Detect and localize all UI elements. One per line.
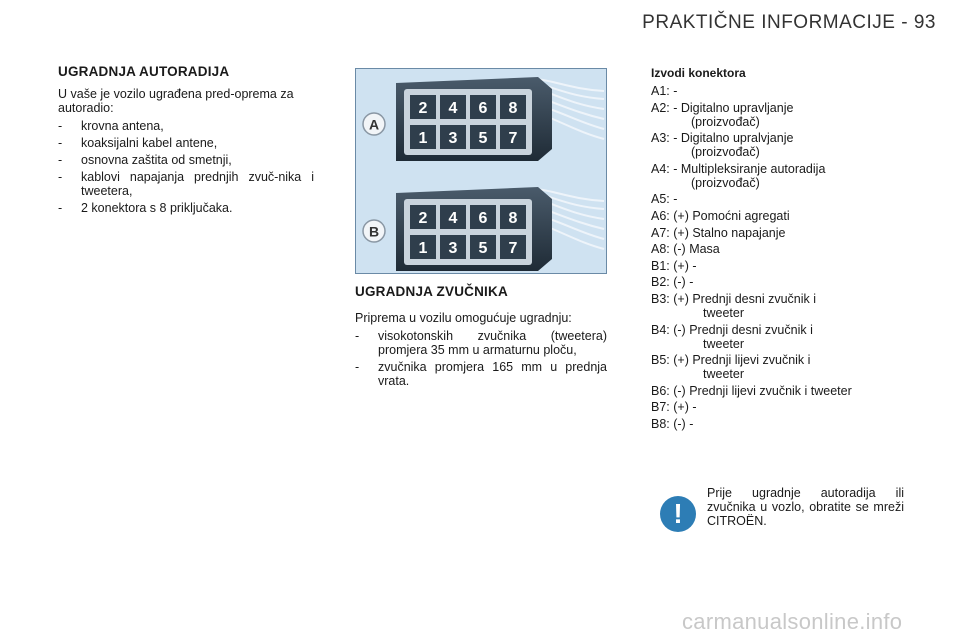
autoradio-list (58, 119, 314, 215)
pin-row (651, 259, 911, 273)
pin-list (651, 84, 911, 431)
pin-row (651, 384, 911, 398)
connector-b (363, 187, 604, 271)
pin-line: A7: (+) Stalno napajanje (651, 225, 786, 240)
connector-pinout (651, 66, 911, 434)
pin-row (651, 400, 911, 414)
pin-label: 2 (418, 100, 428, 117)
watermark: carmanualsonline.info (682, 609, 903, 634)
pin-line: A2: - Digitalno upravljanje (651, 100, 794, 115)
note-text: Prije ugradnje autoradija ili zvučnika u vozlo, obratite se mreži CITROËN. (707, 486, 904, 528)
exclamation-icon: ! (660, 496, 696, 532)
pin-line: A3: - Digitalno upralvjanje (651, 131, 794, 146)
autoradio-title: UGRADNJA AUTORADIJA (58, 64, 230, 79)
connector-a (363, 77, 604, 161)
pin-line: A6: (+) Pomoćni agregati (651, 208, 790, 223)
pin-label: 5 (478, 240, 488, 257)
pin-row (651, 209, 911, 223)
pin-row (651, 353, 911, 381)
pin-line-continuation: (proizvođač) (691, 175, 760, 190)
info-note (660, 486, 910, 538)
pin-label: 8 (508, 210, 518, 227)
zvucnika-title: UGRADNJA ZVUČNIKA (355, 284, 508, 299)
autoradio-intro: U vaše je vozilo ugrađena pred-oprema za autoradio: (58, 87, 294, 115)
pin-line: B3: (+) Prednji desni zvučnik i (651, 291, 817, 306)
pin-line: B8: (-) - (651, 416, 694, 431)
pin-line-continuation: tweeter (703, 367, 744, 382)
pin-line: B2: (-) - (651, 275, 694, 290)
pinout-title: Izvodi konektora (651, 66, 746, 80)
middle-column (355, 68, 607, 391)
pin-row (651, 292, 911, 320)
pin-row (651, 131, 911, 159)
pin-label: 4 (448, 100, 458, 117)
list-item: - kablovi napajanja prednjih zvuč-nika i tweetera, (58, 170, 314, 198)
pin-row (651, 162, 911, 190)
pin-row (651, 242, 911, 256)
pin-line-continuation: (proizvođač) (691, 114, 760, 129)
pin-line: A8: (-) Masa (651, 242, 720, 257)
page-header: PRAKTIČNE INFORMACIJE - 93 (642, 12, 936, 33)
list-item: - zvučnika promjera 165 mm u prednja vrata. (355, 360, 607, 388)
list-item: - 2 konektora s 8 priključaka. (58, 201, 233, 215)
pin-line: A5: - (651, 192, 678, 207)
pin-row (651, 323, 911, 351)
connector-a-label: A (368, 116, 380, 133)
pin-label: 4 (448, 210, 458, 227)
pin-label: 7 (508, 240, 518, 257)
pin-line-continuation: tweeter (703, 305, 744, 320)
pin-row (651, 101, 911, 129)
pin-line: B6: (-) Prednji lijevi zvučnik i tweeter (651, 383, 852, 398)
autoradio-section (58, 64, 314, 218)
pin-row (651, 226, 911, 240)
pin-line: B1: (+) - (651, 258, 697, 273)
zvucnika-intro: Priprema u vozilu omogućuje ugradnju: (355, 311, 572, 325)
connector-illustration (356, 69, 606, 273)
pin-label: 2 (418, 210, 428, 227)
pin-label: 6 (478, 100, 488, 117)
list-item: - krovna antena, (58, 119, 164, 133)
connector-b-label: B (368, 223, 380, 240)
pin-line: A1: - (651, 84, 678, 98)
pin-row (651, 275, 911, 289)
pin-row (651, 417, 911, 431)
list-item: - osnovna zaštita od smetnji, (58, 153, 232, 167)
pin-label: 3 (448, 130, 458, 147)
pin-line: B4: (-) Prednji desni zvučnik i (651, 322, 813, 337)
pin-label: 1 (418, 240, 428, 257)
pin-label: 5 (478, 130, 488, 147)
pin-label: 7 (508, 130, 518, 147)
pin-row (651, 192, 911, 206)
zvucnika-list (355, 329, 607, 388)
connector-diagram (355, 68, 607, 274)
pin-label: 6 (478, 210, 488, 227)
pin-row (651, 84, 911, 98)
pin-line-continuation: tweeter (703, 336, 744, 351)
pin-line: B5: (+) Prednji lijevi zvučnik i (651, 353, 811, 368)
pin-line: B7: (+) - (651, 400, 697, 415)
pin-label: 3 (448, 240, 458, 257)
pin-label: 8 (508, 100, 518, 117)
pin-label: 1 (418, 130, 428, 147)
pin-line: A4: - Multipleksiranje autoradija (651, 161, 826, 176)
pin-line-continuation: (proizvođač) (691, 145, 760, 160)
list-item: - koaksijalni kabel antene, (58, 136, 218, 150)
list-item: - visokotonskih zvučnika (tweetera) promjera 35 mm u armaturnu ploču, (355, 329, 607, 357)
